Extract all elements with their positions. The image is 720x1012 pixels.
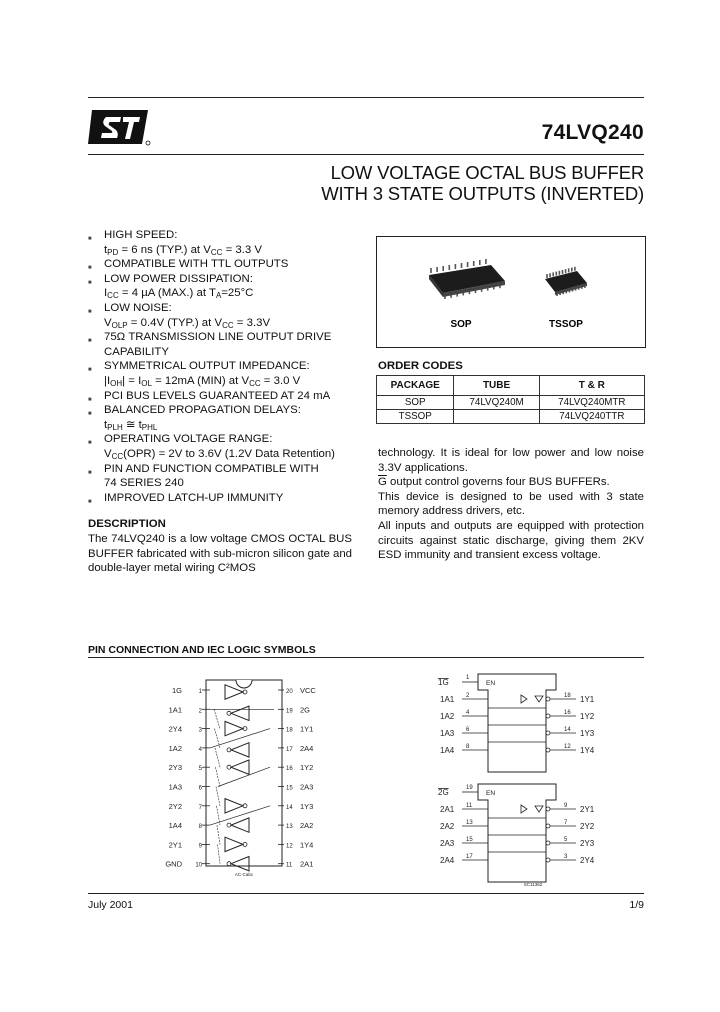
pin-number: 14 xyxy=(286,804,293,811)
pin-name: 2A4 xyxy=(300,743,314,753)
description-text: The 74LVQ240 is a low voltage CMOS OCTAL BUS BUFFER fabricated with sub-micron silicon gate and double-layer metal wiring C²MOS xyxy=(88,533,352,575)
pin-name: 1A4 xyxy=(440,746,455,755)
pin-number: 14 xyxy=(564,727,571,733)
pin-name: 1Y4 xyxy=(580,746,595,755)
pin-name: 2Y4 xyxy=(580,856,595,865)
figure-code: AC-Cabc xyxy=(234,872,254,877)
pin-name: GND xyxy=(165,859,182,869)
signal-trace xyxy=(218,767,270,786)
feature-line: LOW POWER DISSIPATION: xyxy=(104,272,253,285)
feature-item xyxy=(88,228,360,257)
inversion-bubble xyxy=(546,841,550,845)
bullet-icon: ■ xyxy=(88,279,92,286)
table-row xyxy=(377,410,645,424)
feature-line: $V_{OLP} = 0.4V$ (TYP.) at $V_{CC} = 3.3V$ xyxy=(104,316,271,330)
pin-number: 4 xyxy=(198,746,202,753)
pin-section-heading: PIN CONNECTION AND IEC LOGIC SYMBOLS xyxy=(88,644,316,656)
pin-number: 11 xyxy=(286,862,293,869)
page-number: 1/9 xyxy=(629,899,644,911)
pin-name: 1A4 xyxy=(168,821,182,831)
footer-rule xyxy=(88,893,644,894)
inversion-bubble xyxy=(546,714,550,718)
feature-line: $t_{PLH}$ ≅ $t_{PHL}$ xyxy=(104,418,158,432)
pin-name: 1Y2 xyxy=(300,763,314,773)
feature-line: 74 SERIES 240 xyxy=(104,477,184,490)
pin-number: 2 xyxy=(198,708,202,715)
signal-trace xyxy=(210,729,270,748)
signal-trace xyxy=(214,709,220,728)
inversion-bubble xyxy=(546,824,550,828)
document-subtitle xyxy=(321,162,644,204)
inversion-bubble xyxy=(546,697,550,701)
enable-label: EN xyxy=(486,790,496,797)
pin-name: 2A3 xyxy=(300,782,314,792)
pin-name: 2G xyxy=(438,788,449,797)
table-cell: 74LVQ240M xyxy=(454,396,539,410)
buffer-symbol-icon xyxy=(521,805,527,813)
feature-line: BALANCED PROPAGATION DELAYS: xyxy=(104,404,301,417)
table-cell: TSSOP xyxy=(377,410,454,424)
iec-block xyxy=(478,784,556,882)
signal-trace xyxy=(218,844,221,863)
feature-line: COMPATIBLE WITH TTL OUTPUTS xyxy=(104,258,289,271)
pin-number: 6 xyxy=(466,727,470,733)
column-tube: TUBE xyxy=(454,376,539,396)
pin-name: 1G xyxy=(438,678,449,687)
subtitle-line-1: LOW VOLTAGE OCTAL BUS BUFFER xyxy=(330,162,644,183)
pin-name: 1A1 xyxy=(168,705,182,715)
pin-name: 1A2 xyxy=(168,743,182,753)
pin-name: 2Y3 xyxy=(580,839,595,848)
table-cell: SOP xyxy=(377,396,454,410)
description-g-text: output control governs four BUS BUFFERs. xyxy=(386,476,610,489)
description-continued xyxy=(378,446,644,563)
signal-trace xyxy=(215,748,220,767)
iec-symbol-group-1 xyxy=(438,674,595,772)
order-codes-heading: ORDER CODES xyxy=(378,360,463,372)
part-number: 74LVQ240 xyxy=(541,121,644,144)
signal-trace xyxy=(216,767,221,786)
pin-name: 2Y4 xyxy=(168,724,182,734)
feature-line: $t_{PD} = 6$ ns (TYP.) at $V_{CC} = 3.3$ V xyxy=(104,243,262,257)
pin-number: 19 xyxy=(286,708,293,715)
pin-number: 15 xyxy=(286,785,293,792)
feature-item xyxy=(88,301,360,330)
pin-number: 2 xyxy=(466,693,470,699)
feature-item xyxy=(88,272,360,301)
dip-connection-diagram xyxy=(165,680,316,877)
column-package: PACKAGE xyxy=(377,376,454,396)
pin-number: 20 xyxy=(286,689,293,695)
buffer-symbol-icon xyxy=(231,706,249,720)
order-codes-header-row xyxy=(377,376,645,396)
pin-number: 11 xyxy=(466,803,473,809)
pin-number: 7 xyxy=(198,804,202,811)
pin-number: 12 xyxy=(564,744,571,750)
signal-trace xyxy=(210,806,270,825)
feature-line: CAPABILITY xyxy=(104,345,169,358)
tssop-package-icon xyxy=(545,267,587,296)
pin-number: 17 xyxy=(466,854,473,860)
signal-trace xyxy=(216,787,220,806)
pin-name: VCC xyxy=(300,686,316,695)
iec-logic-symbol xyxy=(438,674,595,887)
pin-number: 4 xyxy=(466,710,470,716)
tristate-symbol-icon xyxy=(535,696,543,702)
feature-line: LOW NOISE: xyxy=(104,301,172,314)
pin-number: 9 xyxy=(198,843,202,850)
column-tr: T & R xyxy=(539,376,644,396)
buffer-symbol-icon xyxy=(231,760,249,774)
pin-name: 1A3 xyxy=(168,782,182,792)
pin-section-rule xyxy=(88,657,644,658)
pin-number: 17 xyxy=(286,746,293,753)
feature-line: $V_{CC}(OPR) = 2V$ to 3.6V (1.2V Data Retention) xyxy=(104,447,335,461)
description-paragraph: This device is designed to be used with 3 state memory address drivers, etc. xyxy=(378,490,644,518)
pin-number: 18 xyxy=(286,727,293,734)
buffer-symbol-icon xyxy=(225,799,243,813)
package-images xyxy=(376,236,646,348)
pin-name: 1G xyxy=(171,686,182,695)
pin-name: 2A2 xyxy=(440,822,455,831)
pin-number: 1 xyxy=(198,689,202,695)
pin-number: 16 xyxy=(564,710,571,716)
pin-number: 16 xyxy=(286,766,293,773)
feature-item xyxy=(88,389,360,404)
bullet-icon: ■ xyxy=(88,498,92,505)
figure-code: SC11362 xyxy=(523,882,543,887)
pin-name: 2Y1 xyxy=(168,840,182,850)
pin-name: 1Y3 xyxy=(580,729,595,738)
pin-connection-diagram xyxy=(88,662,644,892)
pin-number: 9 xyxy=(564,803,568,809)
pin-number: 19 xyxy=(466,785,473,791)
sop-label: SOP xyxy=(450,319,472,330)
pin-name: 1Y1 xyxy=(300,724,314,734)
iec-block xyxy=(478,674,556,772)
inversion-bubble xyxy=(546,731,550,735)
package-drawings xyxy=(377,237,645,347)
table-cell: 74LVQ240TTR xyxy=(539,410,644,424)
feature-item xyxy=(88,257,360,272)
pin-name: 1Y3 xyxy=(300,801,314,811)
feature-item xyxy=(88,330,360,359)
feature-line: SYMMETRICAL OUTPUT IMPEDANCE: xyxy=(104,360,310,373)
ic-notch xyxy=(236,680,252,688)
pin-number: 7 xyxy=(564,820,568,826)
enable-label: EN xyxy=(486,680,496,687)
inversion-bubble xyxy=(546,807,550,811)
description-paragraph: All inputs and outputs are equipped with protection circuits against static discharge, giving them 2KV ESD immunity and transient excess voltage. xyxy=(378,519,644,562)
buffer-symbol-icon xyxy=(225,837,243,851)
pin-name: 2Y3 xyxy=(168,763,182,773)
pin-name: 2Y2 xyxy=(168,801,182,811)
bullet-icon: ■ xyxy=(88,236,92,242)
pin-number: 8 xyxy=(466,744,470,750)
header-rule-top xyxy=(88,97,644,98)
feature-line: PCI BUS LEVELS GUARANTEED AT 24 mA xyxy=(104,389,331,402)
pin-name: 1A2 xyxy=(440,712,455,721)
buffer-symbol-icon xyxy=(231,743,249,757)
pin-number: 12 xyxy=(286,843,293,850)
pin-number: 5 xyxy=(564,837,568,843)
buffer-symbol-icon xyxy=(521,695,527,703)
pin-number: 5 xyxy=(198,766,202,773)
bullet-icon: ■ xyxy=(88,367,92,374)
bullet-icon: ■ xyxy=(88,338,92,345)
feature-line: IMPROVED LATCH-UP IMMUNITY xyxy=(104,491,284,504)
order-codes-table xyxy=(376,375,645,424)
bullet-icon: ■ xyxy=(88,396,92,403)
bullet-icon: ■ xyxy=(88,411,92,418)
pin-name: 2A3 xyxy=(440,839,455,848)
feature-line: 75Ω TRANSMISSION LINE OUTPUT DRIVE xyxy=(104,331,332,344)
pin-number: 10 xyxy=(195,862,202,869)
pin-number: 13 xyxy=(466,820,473,826)
feature-item xyxy=(88,462,360,491)
table-row xyxy=(377,396,645,410)
feature-item xyxy=(88,403,360,432)
inversion-bubble xyxy=(546,858,550,862)
iec-symbol-group-2 xyxy=(438,784,595,882)
feature-line: $I_{CC} = 4$ µA (MAX.) at $T_A=25^\circ C$ xyxy=(104,287,254,301)
pin-name: 1A1 xyxy=(440,695,455,704)
bullet-icon: ■ xyxy=(88,265,92,272)
table-cell: 74LVQ240MTR xyxy=(539,396,644,410)
feature-line: HIGH SPEED: xyxy=(104,229,178,241)
table-cell xyxy=(454,410,539,424)
pin-number: 15 xyxy=(466,837,473,843)
feature-item xyxy=(88,491,360,506)
sop-package-icon xyxy=(429,259,505,299)
pin-name: 1Y2 xyxy=(580,712,595,721)
pin-name: 2Y2 xyxy=(580,822,595,831)
tssop-label: TSSOP xyxy=(549,319,583,330)
pin-name: 1Y1 xyxy=(580,695,595,704)
feature-item xyxy=(88,359,360,388)
bullet-icon: ■ xyxy=(88,469,92,476)
pin-name: 2A1 xyxy=(300,859,314,869)
st-logo-icon xyxy=(88,108,152,146)
signal-trace xyxy=(217,825,220,844)
pin-name: 1A3 xyxy=(440,729,455,738)
feature-line: $|I_{OH}| = I_{OL} = 12mA$ (MIN) at $V_{CC} = 3.0$ V xyxy=(104,374,301,388)
buffer-symbol-icon xyxy=(231,818,249,832)
pin-number: 13 xyxy=(286,824,293,831)
feature-item xyxy=(88,432,360,461)
bullet-icon: ■ xyxy=(88,308,92,315)
pin-number: 1 xyxy=(466,675,470,681)
pin-number: 3 xyxy=(564,854,568,860)
description-paragraph: technology. It is ideal for low power and low noise 3.3V applications. xyxy=(378,447,644,474)
description-paragraph: $\overline{G}$ output control governs four BUS BUFFERs. xyxy=(378,476,610,489)
pin-name: 2A1 xyxy=(440,805,455,814)
subtitle-line-2: WITH 3 STATE OUTPUTS (INVERTED) xyxy=(321,183,644,204)
pin-number: 8 xyxy=(198,824,202,831)
features-list xyxy=(88,228,360,505)
pin-name: 2A2 xyxy=(300,821,314,831)
pin-number: 6 xyxy=(198,785,202,792)
buffer-symbol-icon xyxy=(225,721,243,735)
pin-name: 2Y1 xyxy=(580,805,595,814)
inversion-bubble xyxy=(546,748,550,752)
pin-number: 3 xyxy=(198,727,202,734)
pin-name: 2A4 xyxy=(440,856,455,865)
header-rule-bottom xyxy=(88,154,644,155)
bullet-icon: ■ xyxy=(88,440,92,447)
pin-number: 18 xyxy=(564,693,571,699)
buffer-symbol-icon xyxy=(231,857,249,871)
tristate-symbol-icon xyxy=(535,806,543,812)
feature-line: OPERATING VOLTAGE RANGE: xyxy=(104,433,273,446)
pin-name: 1Y4 xyxy=(300,840,314,850)
feature-line: PIN AND FUNCTION COMPATIBLE WITH xyxy=(104,462,319,475)
description-heading: DESCRIPTION xyxy=(88,518,166,530)
footer-date: July 2001 xyxy=(88,899,133,911)
pin-name: 2G xyxy=(300,705,311,715)
description-body xyxy=(88,532,352,576)
